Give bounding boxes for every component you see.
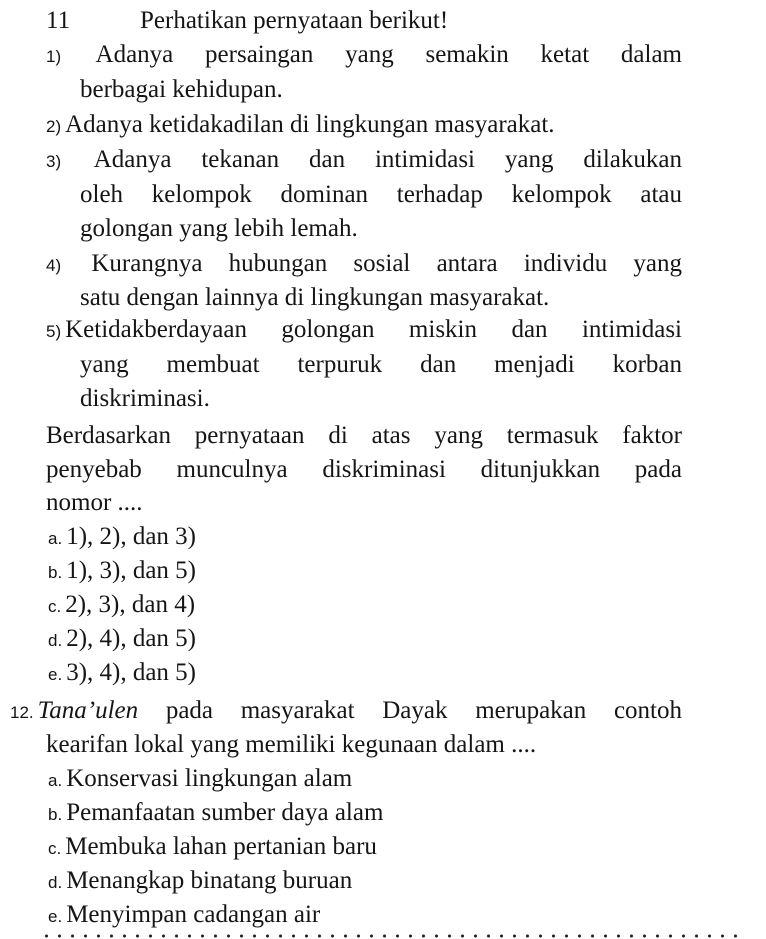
q12-option-d-letter: d. [48, 873, 63, 892]
q11-option-b-text: 1), 3), dan 5) [66, 557, 197, 584]
statement-4-line-1: 4) Kurangnya hubungan sosial antara individu yang [46, 250, 683, 277]
q12-option-d-text: Menangkap binatang buruan [66, 867, 353, 894]
question-11-stem-line-2: penyebab munculnya diskriminasi ditunjukkan pada [46, 456, 682, 483]
cropped-next-line [40, 930, 740, 939]
q12-option-c[interactable] [48, 832, 377, 864]
statement-5-marker: 5) [46, 322, 62, 341]
statement-2-marker: 2) [46, 117, 62, 136]
statement-2-line-1: 2) Adanya ketidakadilan di lingkungan masyarakat. [46, 111, 555, 138]
question-11-stem-line-3: nomor .... [46, 489, 143, 516]
q11-option-e-text: 3), 4), dan 5) [66, 659, 197, 686]
statement-1-line-2: berbagai kehidupan. [80, 76, 283, 103]
q11-option-b[interactable] [48, 556, 196, 588]
statement-5-line-3: diskriminasi. [80, 385, 210, 412]
q12-option-e[interactable] [48, 900, 320, 932]
q11-option-d-text: 2), 4), dan 5) [66, 625, 197, 652]
q11-option-a-text: 1), 2), dan 3) [66, 523, 197, 550]
statement-3-line-3: golongan yang lebih lemah. [80, 215, 358, 242]
statement-4-marker: 4) [46, 256, 62, 275]
q11-option-a-letter: a. [48, 529, 63, 548]
q12-option-d[interactable] [48, 866, 352, 898]
q12-option-c-letter: c. [48, 839, 62, 858]
q12-option-b[interactable] [48, 798, 383, 830]
statement-3-line-2: oleh kelompok dominan terhadap kelompok atau [80, 181, 682, 208]
statement-3-marker: 3) [46, 152, 62, 171]
q12-option-c-text: Membuka lahan pertanian baru [65, 833, 377, 860]
statement-5-line-2: yang membuat terpuruk dan menjadi korban [80, 351, 682, 378]
q12-option-a-letter: a. [48, 771, 63, 790]
q12-option-b-text: Pemanfaatan sumber daya alam [66, 799, 384, 826]
question-11-stem-line-1: Berdasarkan pernyataan di atas yang termasuk faktor [46, 422, 682, 449]
q12-option-b-letter: b. [48, 805, 63, 824]
q11-option-e[interactable] [48, 658, 196, 690]
question-12-term: Tana’ulen [37, 697, 139, 724]
q12-option-e-letter: e. [48, 907, 63, 926]
question-11-title: Perhatikan pernyataan berikut! [140, 7, 449, 34]
question-11-number: 11 [46, 7, 71, 34]
q11-option-c-text: 2), 3), dan 4) [65, 591, 196, 618]
statement-1-marker: 1) [46, 47, 62, 66]
q11-option-a[interactable] [48, 522, 196, 554]
question-12-stem-line-2: kearifan lokal yang memiliki kegunaan dalam .... [46, 731, 537, 758]
q11-option-d-letter: d. [48, 631, 63, 650]
q12-option-e-text: Menyimpan cadangan air [66, 901, 321, 928]
q12-option-a[interactable] [48, 764, 352, 796]
q12-option-a-text: Konservasi lingkungan alam [66, 765, 353, 792]
q11-option-e-letter: e. [48, 665, 63, 684]
q11-option-d[interactable] [48, 624, 196, 656]
cropped-text-fragments [40, 933, 740, 939]
statement-1-line-1: 1) Adanya persaingan yang semakin ketat dalam [46, 41, 682, 68]
statement-5-line-1: 5) Ketidakberdayaan golongan miskin dan intimidasi [46, 316, 682, 343]
statement-4-line-2: satu dengan lainnya di lingkungan masyarakat. [80, 284, 550, 311]
q11-option-b-letter: b. [48, 563, 63, 582]
statement-3-line-1: 3) Adanya tekanan dan intimidasi yang dilakukan [46, 146, 682, 173]
question-12-number: 12. [10, 703, 34, 722]
q11-option-c[interactable] [48, 590, 195, 622]
q11-option-c-letter: c. [48, 597, 62, 616]
question-12-stem-line-1: 12. Tana’ulen pada masyarakat Dayak merupakan contoh [10, 697, 682, 724]
